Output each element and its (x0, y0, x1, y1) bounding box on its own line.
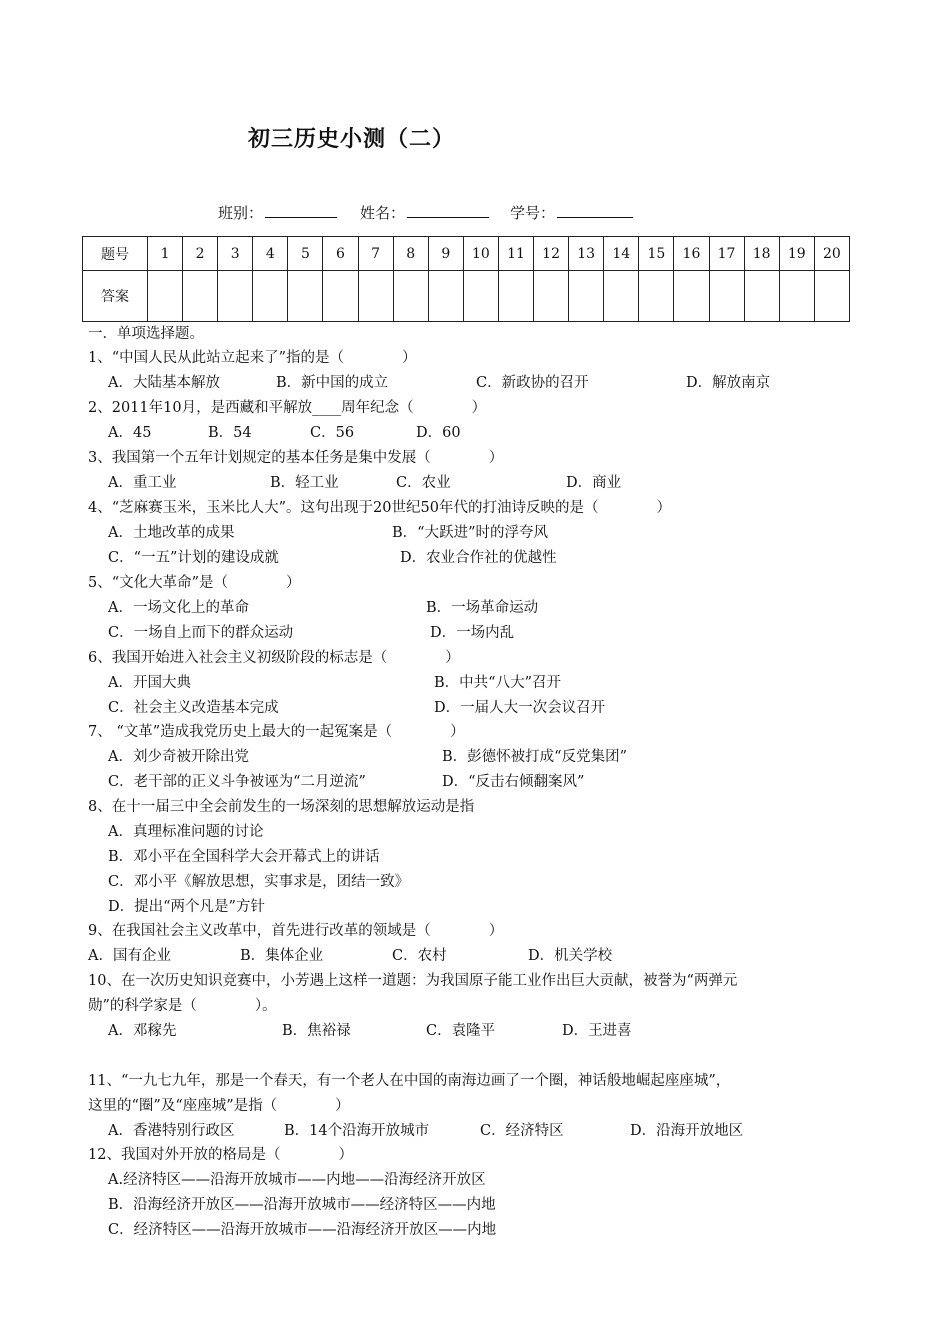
qnum-cell: 13 (569, 237, 604, 271)
question-6: 6、我国开始进入社会主义初级阶段的标志是（ ） (88, 650, 460, 666)
answer-cell[interactable] (709, 271, 744, 322)
q3-option-b[interactable]: B．轻工业 (270, 475, 339, 491)
q5-option-d[interactable]: D．一场内乱 (430, 625, 515, 641)
q11-option-c[interactable]: C．经济特区 (480, 1123, 564, 1139)
qnum-cell: 1 (148, 237, 183, 271)
qnum-cell: 19 (779, 237, 814, 271)
answer-cell[interactable] (393, 271, 428, 322)
q2-option-a[interactable]: A．45 (108, 425, 152, 441)
class-blank[interactable] (265, 203, 337, 218)
q2-option-b[interactable]: B．54 (208, 425, 252, 441)
q11-option-d[interactable]: D．沿海开放地区 (630, 1123, 744, 1139)
qnum-cell: 15 (639, 237, 674, 271)
question-9: 9、在我国社会主义改革中，首先进行改革的领域是（ ） (88, 923, 504, 939)
q9-option-a[interactable]: A．国有企业 (88, 948, 171, 964)
qnum-cell: 12 (534, 237, 569, 271)
q8-option-d[interactable]: D．提出“两个凡是”方针 (108, 899, 265, 915)
question-7: 7、 “文革”造成我党历史上最大的一起冤案是（ ） (88, 724, 465, 740)
answer-cell[interactable] (288, 271, 323, 322)
answer-cell[interactable] (148, 271, 183, 322)
qnum-cell: 5 (288, 237, 323, 271)
q6-option-d[interactable]: D．一届人大一次会议召开 (434, 700, 606, 716)
question-10-cont: 勋”的科学家是（ ）。 (88, 998, 277, 1014)
class-label: 班别： (218, 204, 264, 222)
qnum-cell: 8 (393, 237, 428, 271)
answer-cell[interactable] (183, 271, 218, 322)
q5-option-c[interactable]: C．一场自上而下的群众运动 (108, 625, 294, 641)
qnum-cell: 10 (463, 237, 498, 271)
q5-option-b[interactable]: B．一场革命运动 (426, 600, 539, 616)
qnum-cell: 16 (674, 237, 709, 271)
qnum-cell: 14 (604, 237, 639, 271)
qnum-cell: 18 (744, 237, 779, 271)
q9-option-c[interactable]: C．农村 (392, 948, 447, 964)
answer-cell[interactable] (218, 271, 253, 322)
qnum-cell: 11 (498, 237, 533, 271)
q8-option-a[interactable]: A．真理标准问题的讨论 (108, 824, 264, 840)
answer-cell[interactable] (253, 271, 288, 322)
answer-cell[interactable] (744, 271, 779, 322)
question-11: 11、“一九七九年，那是一个春天，有一个老人在中国的南海边画了一个圈，神话般地崛起座座城”， (88, 1073, 731, 1089)
q5-option-a[interactable]: A．一场文化上的革命 (108, 600, 249, 616)
answer-table (82, 236, 850, 322)
question-11-cont: 这里的“圈”及“座座城”是指（ ） (88, 1098, 350, 1114)
answer-cell[interactable] (463, 271, 498, 322)
qnum-cell: 7 (358, 237, 393, 271)
q10-option-d[interactable]: D．王进喜 (562, 1023, 632, 1039)
answer-cell[interactable] (358, 271, 393, 322)
q2-option-d[interactable]: D．60 (416, 425, 461, 441)
qnum-cell: 3 (218, 237, 253, 271)
answer-cell[interactable] (674, 271, 709, 322)
answer-cell[interactable] (428, 271, 463, 322)
q8-option-b[interactable]: B．邓小平在全国科学大会开幕式上的讲话 (108, 849, 380, 865)
answer-cell[interactable] (498, 271, 533, 322)
question-number-row (83, 237, 850, 271)
question-4: 4、“芝麻赛玉米，玉米比人大”。这句出现于20世纪50年代的打油诗反映的是（ ） (88, 500, 671, 516)
answer-cell[interactable] (604, 271, 639, 322)
q8-option-c[interactable]: C．邓小平《解放思想，实事求是，团结一致》 (108, 874, 410, 890)
q9-option-b[interactable]: B．集体企业 (240, 948, 324, 964)
q3-option-d[interactable]: D．商业 (566, 475, 622, 491)
q6-option-a[interactable]: A．开国大典 (108, 675, 191, 691)
qnum-cell: 9 (428, 237, 463, 271)
qnum-cell: 6 (323, 237, 358, 271)
answer-cell[interactable] (323, 271, 358, 322)
class-field (218, 202, 337, 223)
question-2: 2、2011年10月，是西藏和平解放____周年纪念（ ） (88, 400, 487, 416)
q10-option-c[interactable]: C．袁隆平 (426, 1023, 496, 1039)
q3-option-a[interactable]: A．重工业 (108, 475, 177, 491)
name-field (360, 202, 489, 223)
question-10: 10、在一次历史知识竞赛中，小芳遇上这样一道题：为我国原子能工业作出巨大贡献，被誉为“两弹元 (88, 973, 738, 989)
question-1: 1、“中国人民从此站立起来了”指的是（ ） (88, 350, 417, 366)
q7-option-a[interactable]: A．刘少奇被开除出党 (108, 749, 249, 765)
q4-option-c[interactable]: C．“一五”计划的建设成就 (108, 550, 279, 566)
answer-cell[interactable] (779, 271, 814, 322)
q10-option-a[interactable]: A．邓稼先 (108, 1023, 177, 1039)
q7-option-b[interactable]: B．彭德怀被打成“反党集团” (442, 749, 627, 765)
q1-option-b[interactable]: B．新中国的成立 (276, 375, 389, 391)
q3-option-c[interactable]: C．农业 (396, 475, 451, 491)
q12-option-b[interactable]: B．沿海经济开放区——沿海开放城市——经济特区——内地 (108, 1197, 496, 1213)
number-label: 学号： (510, 204, 556, 222)
name-label: 姓名： (360, 204, 406, 222)
answer-cell[interactable] (569, 271, 604, 322)
q10-option-b[interactable]: B．焦裕禄 (282, 1023, 351, 1039)
q12-option-a[interactable]: A.经济特区——沿海开放城市——内地——沿海经济开放区 (108, 1172, 486, 1188)
answer-cell[interactable] (639, 271, 674, 322)
qnum-cell: 2 (183, 237, 218, 271)
qnum-cell: 17 (709, 237, 744, 271)
answer-row (83, 271, 850, 322)
row-label-answer: 答案 (83, 271, 148, 322)
q2-option-c[interactable]: C．56 (310, 425, 355, 441)
section-heading: 一．单项选择题。 (88, 326, 204, 342)
q7-option-d[interactable]: D．“反击右倾翻案风” (442, 774, 585, 790)
answer-cell[interactable] (534, 271, 569, 322)
number-field (510, 202, 633, 223)
page-title: 初三历史小测（二） (248, 127, 456, 152)
q4-option-d[interactable]: D．农业合作社的优越性 (400, 550, 557, 566)
question-3: 3、我国第一个五年计划规定的基本任务是集中发展（ ） (88, 450, 504, 466)
q6-option-b[interactable]: B．中共“八大”召开 (434, 675, 561, 691)
q1-option-a[interactable]: A．大陆基本解放 (108, 375, 220, 391)
answer-cell[interactable] (814, 271, 849, 322)
q1-option-c[interactable]: C．新政协的召开 (476, 375, 589, 391)
question-8: 8、在十一届三中全会前发生的一场深刻的思想解放运动是指 (88, 799, 475, 815)
q7-option-c[interactable]: C．老干部的正义斗争被诬为“二月逆流” (108, 774, 366, 790)
q11-option-b[interactable]: B．14个沿海开放城市 (284, 1123, 430, 1139)
q6-option-c[interactable]: C．社会主义改造基本完成 (108, 700, 279, 716)
q1-option-d[interactable]: D．解放南京 (686, 375, 771, 391)
q4-option-b[interactable]: B．“大跃进”时的浮夸风 (392, 525, 548, 541)
q4-option-a[interactable]: A．土地改革的成果 (108, 525, 235, 541)
q11-option-a[interactable]: A．香港特别行政区 (108, 1123, 235, 1139)
q12-option-c[interactable]: C．经济特区——沿海开放城市——沿海经济开放区——内地 (108, 1222, 497, 1238)
q9-option-d[interactable]: D．机关学校 (528, 948, 613, 964)
number-blank[interactable] (557, 203, 633, 218)
name-blank[interactable] (407, 203, 489, 218)
question-5: 5、“文化大革命”是（ ） (88, 575, 301, 591)
qnum-cell: 4 (253, 237, 288, 271)
qnum-cell: 20 (814, 237, 849, 271)
question-12: 12、我国对外开放的格局是（ ） (88, 1147, 353, 1163)
row-label-number: 题号 (83, 237, 148, 271)
